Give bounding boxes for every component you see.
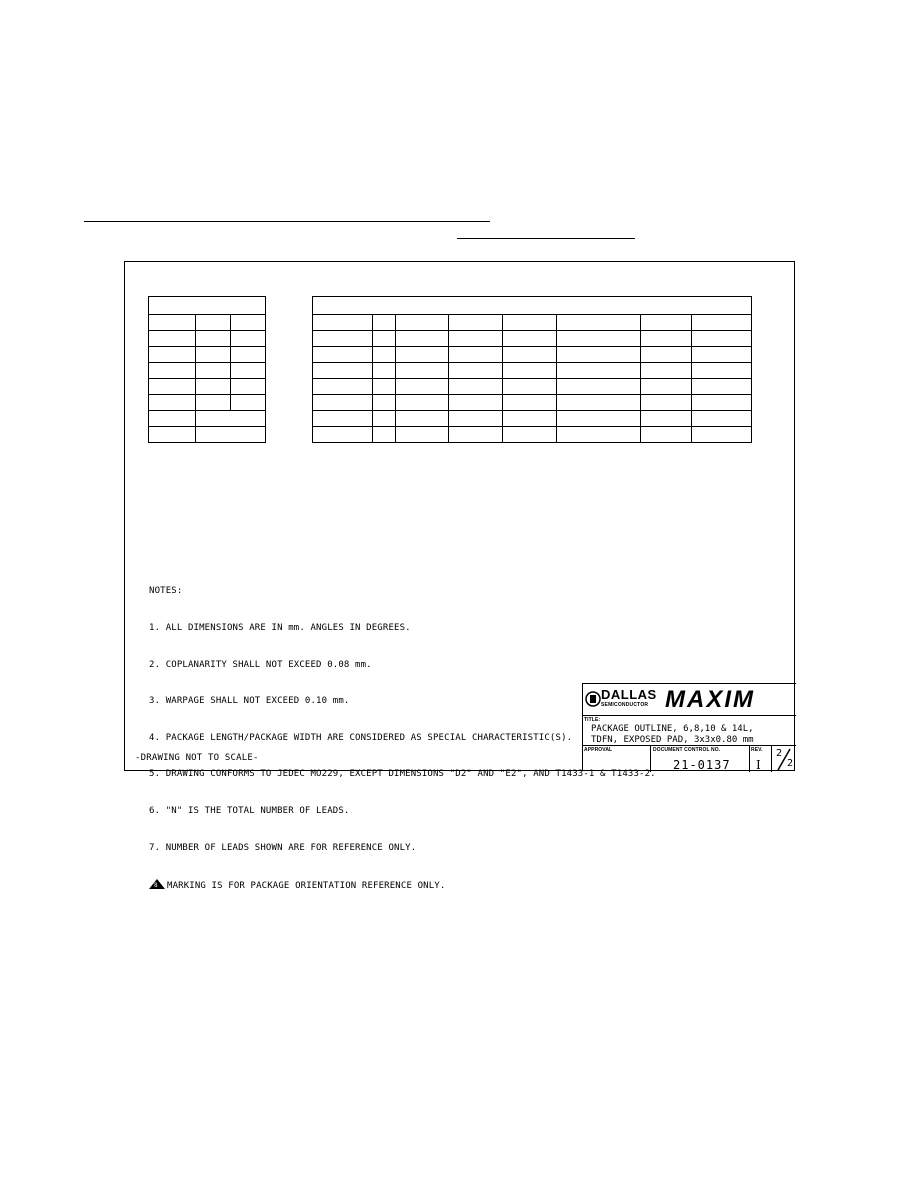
sheet-number: 2 (776, 748, 783, 759)
table-row (313, 379, 752, 395)
rev-label: REV. (751, 747, 763, 753)
brand-logo: MAXIM (665, 686, 755, 713)
company-name: DALLAS (601, 687, 657, 702)
approval-row (583, 746, 796, 772)
doc-control-label: DOCUMENT CONTROL NO. (653, 747, 721, 753)
title-line-1: PACKAGE OUTLINE, 6,8,10 & 14L, (591, 724, 754, 734)
note-1: 1. ALL DIMENSIONS ARE IN mm. ANGLES IN DEGREES. (149, 623, 411, 634)
drawing-notes (149, 561, 656, 917)
table-header-row (149, 297, 266, 315)
drawing-frame (124, 261, 795, 892)
table-row (313, 331, 752, 347)
table-row (313, 347, 752, 363)
package-variations-table (312, 296, 752, 443)
approval-label: APPROVAL (584, 747, 613, 753)
title-line-2: TDFN, EXPOSED PAD, 3x3x0.80 mm (591, 735, 754, 745)
table-row (313, 395, 752, 411)
logo-area (583, 684, 796, 716)
warning-note-number: 8 (154, 882, 158, 890)
warning-triangle-icon (149, 879, 165, 889)
revision: I (756, 758, 761, 772)
table-row (149, 395, 266, 411)
note-6: 6. "N" IS THE TOTAL NUMBER OF LEADS. (149, 806, 350, 817)
table-row (149, 363, 266, 379)
divider (749, 746, 750, 772)
table-row (313, 363, 752, 379)
note-8 (149, 878, 656, 892)
sheet-total: 2 (787, 758, 794, 769)
table-row (149, 315, 266, 331)
table-row (149, 331, 266, 347)
note-3: 3. WARPAGE SHALL NOT EXCEED 0.10 mm. (149, 696, 350, 707)
document-number: 21-0137 (673, 758, 731, 772)
title-block (582, 683, 796, 771)
title-area (583, 716, 796, 746)
table-header-row (313, 297, 752, 315)
dallas-logo-icon (585, 688, 601, 710)
table-row (149, 379, 266, 395)
table-row (313, 315, 752, 331)
header-rule-right (457, 238, 635, 239)
table-row (313, 411, 752, 427)
title-label: TITLE: (584, 717, 601, 723)
company-subtitle: SEMICONDUCTOR (601, 702, 649, 708)
note-4: 4. PACKAGE LENGTH/PACKAGE WIDTH ARE CONSIDERED AS SPECIAL CHARACTERISTIC(S). (149, 732, 573, 743)
note-2: 2. COPLANARITY SHALL NOT EXCEED 0.08 mm. (149, 659, 372, 670)
table-row (149, 347, 266, 363)
table-row (313, 427, 752, 443)
notes-heading: NOTES: (149, 586, 183, 597)
table-row (149, 411, 266, 427)
note-5: 5. DRAWING CONFORMS TO JEDEC MO229, EXCEPT DIMENSIONS "D2" AND "E2", AND T1433-1 & T1433-2. (149, 769, 656, 780)
note-7: 7. NUMBER OF LEADS SHOWN ARE FOR REFERENCE ONLY. (149, 842, 417, 853)
scale-note: -DRAWING NOT TO SCALE- (135, 753, 259, 763)
common-dimensions-table (148, 296, 266, 443)
header-rule-left (84, 221, 490, 222)
note-8-text: MARKING IS FOR PACKAGE ORIENTATION REFERENCE ONLY. (167, 881, 446, 892)
divider (650, 746, 651, 772)
table-row (149, 427, 266, 443)
drawing-title (591, 724, 754, 746)
